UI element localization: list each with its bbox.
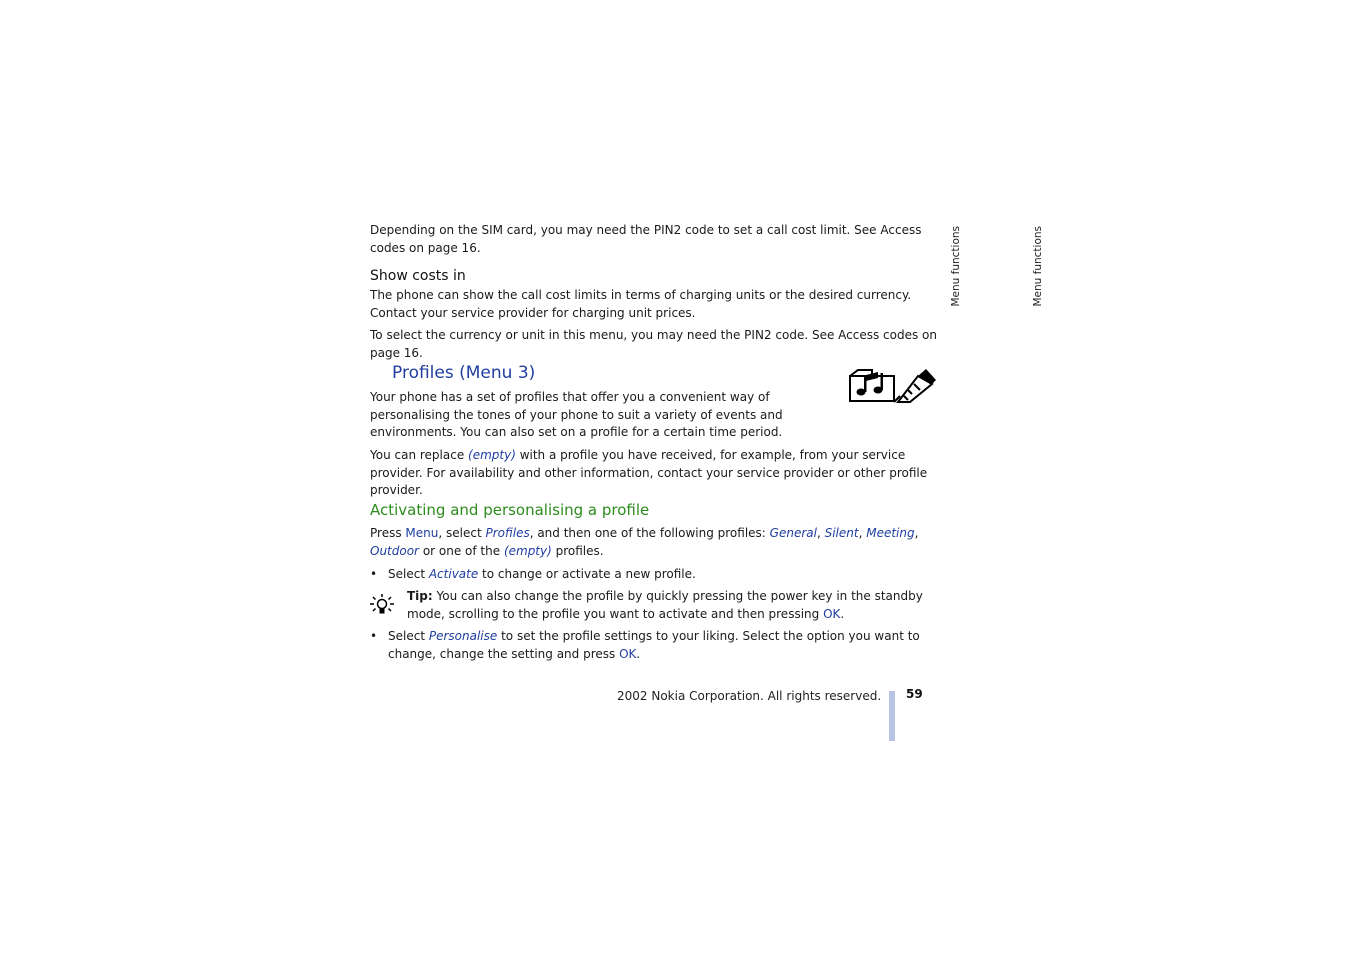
text-run: to set the profile settings to your liking. Select the option you want to change, change the setting and press [388,629,920,661]
ok-key[interactable]: OK [823,606,841,621]
text-run: Select [388,629,429,643]
text-run: You can also change the profile by quickly pressing the power key in the standby mode, scrolling to the profile you want to activate and then pressing [407,589,923,621]
show-costs-paragraph-1: The phone can show the call cost limits in terms of charging units or the desired currency. Contact your service provider for charging unit prices. [370,288,912,320]
text-run: You can replace [370,448,469,462]
outdoor-option[interactable]: Outdoor [370,543,419,558]
intro-paragraph: Depending on the SIM card, you may need the PIN2 code to set a call cost limit. See Access codes on page 16. [370,223,922,255]
bullet-1-marker: • [370,567,378,581]
profiles-paragraph-2 [370,447,938,500]
text-run: or one of the [419,543,504,558]
text-run: . [840,606,845,621]
meeting-option[interactable]: Meeting [866,526,915,540]
text-run: , [914,526,919,540]
page-marker-bar [889,691,895,741]
text-run: . [636,646,641,661]
tip-label: Tip: [407,589,433,603]
text-run: , and then one of the following profiles: [529,526,770,540]
show-costs-paragraph-2: To select the currency or unit in this menu, you may need the PIN2 code. See Access codes on page 16. [370,328,937,360]
activating-paragraph [370,525,938,560]
menu-key[interactable]: Menu [405,526,439,540]
silent-option[interactable]: Silent [824,526,859,540]
bullet-2-text [388,628,938,663]
profiles-paragraph-1: Your phone has a set of profiles that offer you a convenient way of personalising the tones of your phone to suit a variety of events and environments. You can also set on a profile for a certain time period. [370,390,783,439]
profile-icon [848,368,938,410]
show-costs-heading: Show costs in [370,268,466,284]
activate-option[interactable]: Activate [428,567,479,581]
personalise-option[interactable]: Personalise [428,629,498,643]
text-run: Press [370,526,406,540]
bullet-2-marker: • [370,629,378,643]
footer-copyright: 2002 Nokia Corporation. All rights reserved. [617,689,882,703]
activating-heading: Activating and personalising a profile [370,501,650,519]
tip-lightbulb-icon [370,593,394,623]
ok-key[interactable]: OK [619,646,637,661]
text-run: , [858,526,867,540]
profiles-heading: Profiles (Menu 3) [392,363,536,383]
general-option[interactable]: General [769,526,817,540]
text-run: to change or activate a new profile. [478,567,696,581]
empty-option[interactable]: (empty) [503,543,552,558]
tip-text [407,588,937,623]
text-run: profiles. [551,543,604,558]
profiles-option[interactable]: Profiles [485,526,530,540]
side-label-menu-functions: Menu functions [950,226,962,307]
text-run: Select [388,567,429,581]
empty-option-link[interactable]: (empty) [468,448,516,462]
bullet-1-text [388,566,696,584]
text-run: , select [438,526,486,540]
text-run: with a profile you have received, for example, from your service provider. For availability and other information, contact your service provider or other profile provider. [370,448,928,497]
page-number: 59 [906,687,923,701]
text-run: , [816,526,825,540]
side-label-menu-functions: Menu functions [1032,226,1044,307]
